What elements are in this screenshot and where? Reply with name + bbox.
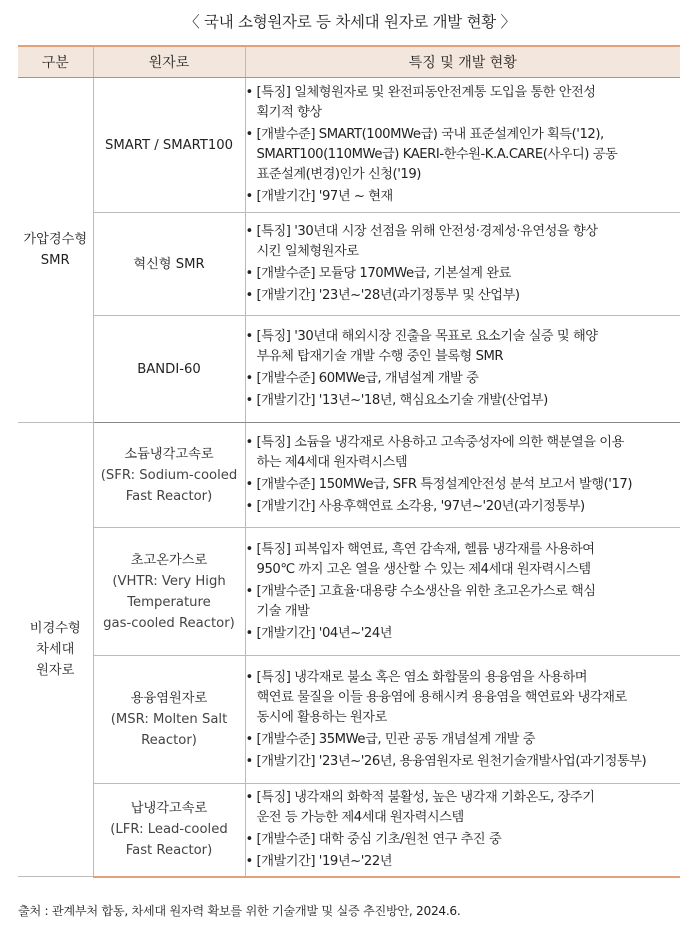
status-bullet-line: • [개발기간] '19년~'22년 bbox=[256, 853, 393, 869]
table-row bbox=[18, 423, 680, 528]
status-bullet bbox=[246, 433, 681, 473]
status-bullet bbox=[246, 391, 681, 411]
status-bullet-list bbox=[246, 788, 681, 872]
status-bullet bbox=[246, 540, 681, 580]
reactor-name-line: 소듐냉각고속로 bbox=[124, 446, 214, 462]
status-bullet-line: • [개발수준] 35MWe급, 민관 공동 개념설계 개발 중 bbox=[256, 731, 535, 747]
status-bullet-list bbox=[246, 83, 681, 207]
status-bullet-line: 표준설계(변경)인가 신청('19) bbox=[256, 167, 421, 182]
status-cell bbox=[245, 528, 680, 656]
reactor-name-cell bbox=[93, 784, 245, 877]
reactor-name-line: (SFR: Sodium-cooled bbox=[100, 467, 238, 483]
reactor-name-line: gas-cooled Reactor) bbox=[103, 615, 235, 631]
reactor-name-line: BANDI-60 bbox=[137, 361, 201, 377]
status-bullet-line: • [개발수준] 대학 중심 기초/원천 연구 추진 중 bbox=[256, 831, 502, 847]
status-bullet-line: • [특징] 냉각재로 불소 혹은 염소 화합물의 용융염을 사용하며 bbox=[256, 669, 588, 685]
status-bullet-list bbox=[246, 327, 681, 411]
reactor-name-cell bbox=[93, 528, 245, 656]
status-bullet-list bbox=[246, 433, 681, 517]
category-cell bbox=[18, 78, 93, 423]
reactor-name-line: 초고온가스로 bbox=[130, 552, 208, 568]
status-bullet-line: 기술 개발 bbox=[256, 603, 310, 619]
status-bullet-line: 시킨 일체형원자로 bbox=[256, 244, 359, 259]
status-bullet bbox=[246, 668, 681, 728]
reactor-name-cell bbox=[93, 213, 245, 316]
reactor-name-line: (LFR: Lead-cooled bbox=[110, 822, 228, 838]
status-bullet-line: • [특징] '30년대 해외시장 진출을 목표로 요소기술 실증 및 해양 bbox=[256, 329, 598, 344]
status-bullet bbox=[246, 187, 681, 207]
source-note: 출처 : 관계부처 합동, 차세대 원자력 확보를 위한 기술개발 및 실증 추진방안, 2024.6. bbox=[18, 904, 461, 918]
reactor-name-line: 혁신형 SMR bbox=[133, 256, 205, 272]
status-bullet-line: • [개발기간] '13년~'18년, 핵심요소기술 개발(산업부) bbox=[256, 393, 548, 408]
status-bullet bbox=[246, 624, 681, 644]
table-body bbox=[18, 78, 680, 877]
status-bullet-list bbox=[246, 668, 681, 772]
status-bullet-line: • [개발수준] 고효율·대용량 수소생산을 위한 초고온가스로 핵심 bbox=[256, 583, 596, 599]
category-label-line: 비경수형 bbox=[29, 621, 81, 636]
reactor-name-cell bbox=[93, 656, 245, 784]
status-bullet bbox=[246, 788, 681, 828]
status-bullet-line: • [개발수준] SMART(100MWe급) 국내 표준설계인가 획득('12), bbox=[256, 127, 604, 142]
status-bullet bbox=[246, 830, 681, 850]
status-bullet-line: 950℃ 까지 고온 열을 생산할 수 있는 제4세대 원자력시스템 bbox=[256, 561, 591, 577]
status-bullet bbox=[246, 369, 681, 389]
table-row bbox=[18, 316, 680, 423]
category-label-line: 원자로 bbox=[36, 663, 75, 678]
status-cell bbox=[245, 423, 680, 528]
status-bullet-line: 동시에 활용하는 원자로 bbox=[256, 709, 387, 725]
status-cell bbox=[245, 213, 680, 316]
reactor-name-line: (VHTR: Very High bbox=[112, 573, 226, 589]
table-row bbox=[18, 528, 680, 656]
status-bullet-line: • [특징] '30년대 시장 선점을 위해 안전성·경제성·유연성을 향상 bbox=[256, 224, 598, 239]
category-cell bbox=[18, 423, 93, 877]
status-bullet-line: 운전 등 가능한 제4세대 원자력시스템 bbox=[256, 809, 464, 825]
category-label-line: SMR bbox=[40, 253, 70, 268]
status-bullet-line: • [특징] 일체형원자로 및 완전피동안전계통 도입을 통한 안전성 bbox=[256, 85, 596, 100]
status-bullet-list bbox=[246, 222, 681, 306]
status-bullet-line: SMART100(110MWe급) KAERI-한수원-K.A.CARE(사우디) 공동 bbox=[256, 147, 618, 162]
status-bullet bbox=[246, 730, 681, 750]
status-bullet bbox=[246, 222, 681, 262]
status-bullet bbox=[246, 125, 681, 185]
header-reactor: 원자로 bbox=[93, 46, 245, 78]
reactor-table bbox=[18, 45, 680, 878]
table-title: 〈 국내 소형원자로 등 차세대 원자로 개발 현황 〉 bbox=[184, 13, 516, 31]
reactor-name-line: 납냉각고속로 bbox=[130, 801, 208, 817]
reactor-name-line: SMART / SMART100 bbox=[104, 137, 234, 153]
status-bullet-line: • [특징] 냉각재의 화학적 불활성, 높은 냉각재 기화온도, 장주기 bbox=[256, 789, 595, 805]
status-bullet bbox=[246, 83, 681, 123]
reactor-name-cell bbox=[93, 78, 245, 213]
header-status: 특징 및 개발 현황 bbox=[245, 46, 680, 78]
reactor-name-line: 용융염원자로 bbox=[130, 691, 208, 706]
table-row bbox=[18, 656, 680, 784]
category-label-line: 가압경수형 bbox=[23, 232, 88, 247]
header-category: 구분 bbox=[18, 46, 93, 78]
status-bullet-line: • [특징] 피복입자 핵연료, 흑연 감속재, 헬륨 냉각재를 사용하여 bbox=[256, 541, 595, 557]
table-row bbox=[18, 78, 680, 213]
table-header-row bbox=[18, 46, 680, 78]
status-cell bbox=[245, 656, 680, 784]
status-bullet-line: • [개발수준] 150MWe급, SFR 특정설계안전성 분석 보고서 발행('17) bbox=[256, 477, 633, 492]
status-bullet-list bbox=[246, 540, 681, 644]
reactor-name-cell bbox=[93, 316, 245, 423]
status-bullet bbox=[246, 327, 681, 367]
table-row bbox=[18, 784, 680, 877]
status-bullet-line: 핵연료 물질을 이들 용융염에 용해시켜 용융염을 핵연료와 냉각재로 bbox=[256, 689, 627, 705]
status-bullet-line: • [개발기간] 사용후핵연료 소각용, '97년~'20년(과기정통부) bbox=[256, 499, 585, 514]
status-cell bbox=[245, 784, 680, 877]
status-bullet-line: • [개발기간] '23년~'26년, 용융염원자로 원천기술개발사업(과기정통부) bbox=[256, 753, 647, 769]
status-bullet bbox=[246, 286, 681, 306]
status-bullet-line: • [개발기간] '97년 ~ 현재 bbox=[256, 189, 393, 204]
status-bullet bbox=[246, 752, 681, 772]
status-cell bbox=[245, 78, 680, 213]
status-cell bbox=[245, 316, 680, 423]
reactor-name-line: (MSR: Molten Salt bbox=[110, 712, 228, 727]
reactor-name-line: Temperature bbox=[127, 594, 211, 610]
reactor-name-line: Fast Reactor) bbox=[125, 843, 213, 859]
status-bullet-line: • [개발기간] '04년~'24년 bbox=[256, 625, 393, 641]
status-bullet bbox=[246, 852, 681, 872]
status-bullet-line: • [개발기간] '23년~'28년(과기정통부 및 산업부) bbox=[256, 288, 520, 303]
status-bullet-line: 부유체 탑재기술 개발 수행 중인 블록형 SMR bbox=[256, 349, 504, 364]
status-bullet-line: • [개발수준] 모듈당 170MWe급, 기본설계 완료 bbox=[256, 266, 511, 281]
reactor-name-cell bbox=[93, 423, 245, 528]
status-bullet-line: • [개발수준] 60MWe급, 개념설계 개발 중 bbox=[256, 371, 479, 386]
status-bullet-line: • [특징] 소듐을 냉각재로 사용하고 고속중성자에 의한 핵분열을 이용 bbox=[256, 435, 624, 450]
reactor-name-line: Reactor) bbox=[141, 733, 197, 748]
status-bullet bbox=[246, 497, 681, 517]
category-label-line: 차세대 bbox=[36, 642, 75, 657]
reactor-name-line: Fast Reactor) bbox=[125, 488, 213, 504]
status-bullet-line: 획기적 향상 bbox=[256, 105, 322, 120]
status-bullet bbox=[246, 264, 681, 284]
status-bullet bbox=[246, 475, 681, 495]
table-row bbox=[18, 213, 680, 316]
status-bullet-line: 하는 제4세대 원자력시스템 bbox=[256, 455, 408, 470]
status-bullet bbox=[246, 582, 681, 622]
